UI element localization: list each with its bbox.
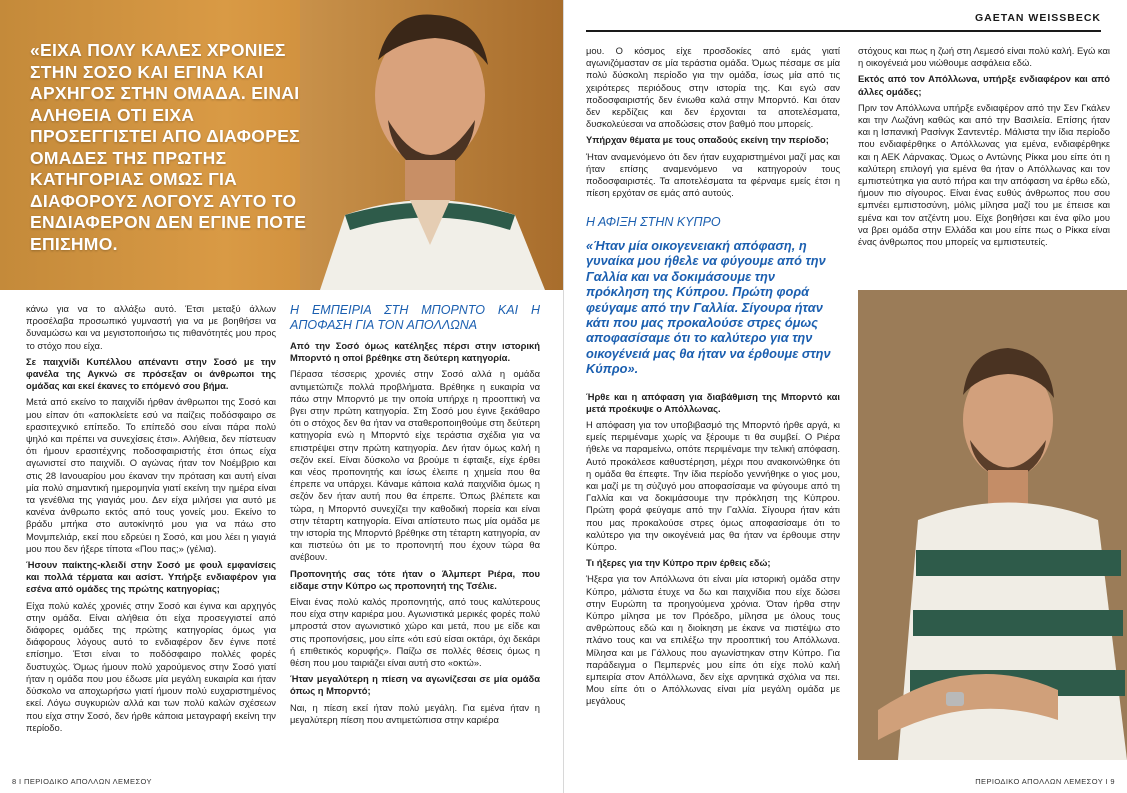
interview-question: Ήταν μεγαλύτερη η πίεση να αγωνίζεσαι σε μία ομάδα όπως η Μπορντό;: [290, 673, 540, 697]
article-column-4: [858, 45, 1110, 252]
header-rule: [586, 30, 1101, 32]
paragraph: Είναι ένας πολύ καλός προπονητής, από τους καλύτερους που είχα στην καριέρα μου. Αγωνιστικά μερικές φορές πολύ μπροστά στον αγωνιστικό χώρο και μετά, που με είδε και στις προπονήσεις, μου είπε «ότι εσύ είσαι οκτάρι, όχι δεκάρι ή επιθετικός κορυφής». Παίζω σε πολλές θέσεις όμως η θέση που μου ταιριάζει είναι αυτή στο «οκτώ».: [290, 596, 540, 669]
page-footer-right: ΠΕΡΙΟΔΙΚΟ ΑΠΟΛΛΩΝ ΛΕΜΕΣΟΥ I 9: [975, 777, 1115, 786]
paragraph: κάνω για να το αλλάξω αυτό. Έτσι μεταξύ άλλων προσέλαβα προσωπικό γυμναστή για να με βοηθήσει να δυναμώσω και να μεγιστοποιήσω τις πιθανότητές μου προς το στόχο που είχα.: [26, 303, 276, 351]
paragraph: Η απόφαση για τον υποβιβασμό της Μπορντό ήρθε αργά, κι εμείς περιμέναμε χωρίς να ξέρουμε τι θα συμβεί. Ο Ριέρα ήθελε να παραμείνω, οπότε περιμέναμε την τελική απόφαση. Αυτό προκάλεσε καθυστέρηση, μέχρι που ανακοινώθηκε ότι η ομάδα θα έπεφτε. Την ίδια περίοδο γεννήθηκε ο γιος μου, και μαζί με τη σύζυγό μου αποφασίσαμε να φύγουμε από τη Γαλλία και να δοκιμάσουμε την πρόκληση της Κύπρου. Πρώτη φορά φεύγαμε από την Γαλλία. Σίγουρα ήταν κάτι που μας προκαλούσε στρες όμως αποφασίσαμε ότι το καλύτερο για την οικογένειά μας θα ήταν να έρθουμε στην Κύπρο.: [586, 419, 840, 553]
paragraph: μου. Ο κόσμος είχε προσδοκίες από εμάς γιατί αγωνιζόμασταν σε μία τεράστια ομάδα. Όμως πέσαμε σε μία πολύ δύσκολη περίοδο για την ομάδα, ίσως μία από τις χειρότερες περιόδους στην ιστορία της. Και εγώ σαν ποδοσφαιριστής δεν ένιωθα καλά στην Μπορντό. Και όταν δεν κερδίζεις και δεν έρχονται τα αποτελέσματα, δυσκολεύεσαι να αποδώσεις στον βαθμό που μπορείς.: [586, 45, 840, 130]
article-column-2: [290, 303, 540, 730]
section-title: Η ΑΦΙΞΗ ΣΤΗΝ ΚΥΠΡΟ: [586, 215, 721, 230]
article-column-3: [586, 45, 840, 712]
paragraph: Είχα πολύ καλές χρονιές στην Σοσό και έγινα και αρχηγός στην ομάδα. Είναι αλήθεια ότι είχα προσεγγιστεί από διάφορες ομάδες της πρώτης κατηγορίας όμως για διάφορους λόγους αυτό το ενδιαφέρον δεν έγινε ποτέ επίσημο. Έτσι είναι το ποδόσφαιρο πολλές φορές δυστυχώς. Όμως ήμουν πολύ χαρούμενος στην Σοσό γιατί ήταν η ομάδα που μου έδωσε μία μεγάλη ευκαιρία και ήταν δύσκολο να αποχωρήσω γιατί ήμουν πολύ ευχαριστημένος εκεί. Λόγω συγκυριών αλλά και των πολύ καλών σχέσεων που είχα στην Σοσό, δεν ήρθε κάποια μεταγραφή εκείνη την περίοδο.: [26, 599, 276, 733]
page-header-name: GAETAN WEISSBECK: [974, 12, 1101, 24]
player-seated-illustration: [858, 290, 1127, 760]
paragraph: Ναι, η πίεση εκεί ήταν πολύ μεγάλη. Για εμένα ήταν η μεγαλύτερη πίεση που αντιμετώπισα στην καριέρα: [290, 701, 540, 725]
paragraph: Ήταν αναμενόμενο ότι δεν ήταν ευχαριστημένοι μαζί μας και ήταν επίσης αναμενόμενο να κατηγορούν τους ποδοσφαιριστές. Τα αποτελέσματα τα φέρναμε εμείς έτσι η πίεση ερχόταν σε εμάς από αυτούς.: [586, 150, 840, 199]
interview-question: Τι ήξερες για την Κύπρο πριν έρθεις εδώ;: [586, 557, 771, 569]
spread-fold: [563, 0, 564, 793]
interview-question: Ήρθε και η απόφαση για διαβάθμιση της Μπορντό και μετά προέκυψε ο Απόλλωνας.: [586, 390, 840, 414]
paragraph: Πέρασα τέσσερις χρονιές στην Σοσό αλλά η ομάδα αντιμετώπιζε πολλά προβλήματα. Βρέθηκε η ευκαιρία να πάω στην Μπορντό με την οποία υπήρχε η προοπτική να βγει στην πρώτη κατηγορία. Στη Σοσό μου έγινε ξεκάθαρο ότι ο στόχος δεν θα ήταν να σταθεροποιηθούμε στη δεύτερη κατηγορία ενώ η Μπορντό είχε τεράστια σχέδια για να επιστρέψει στην πρώτη κατηγορία. Δεν ήταν όμως καλή η σεζόν εκεί. Είναι δύσκολο να βρούμε τι έφταιξε, είχε έρθει και νέος προπονητής και ίσως έλειπε η χημεία που θα έπρεπε να υπάρχει. Κάναμε κάποια καλά παιχνίδια όμως η σεζόν δεν ήταν αυτή που θα έπρεπε. Όπως βλέπετε και τώρα, η Μπορντό συνεχίζει την καθοδική πορεία και είναι στην τέταρτη κατηγορία. Είναι απίστευτο πως μία ομάδα με την ιστορία της Μπορντό βρέθηκε στη τέταρτη κατηγορία, αν και πιστεύω ότι με το προπονητή που έχουν τώρα θα ανέβουν.: [290, 368, 540, 563]
interview-question: Εκτός από τον Απόλλωνα, υπήρξε ενδιαφέρον και από άλλες ομάδες;: [858, 73, 1110, 97]
article-column-1: [26, 303, 276, 738]
interview-question: Ήσουν παίκτης-κλειδί στην Σοσό με φουλ εμφανίσεις και πολλά τέρματα και ασίστ. Υπήρξε ενδιαφέρον για εσένα από ομάδες της πρώτης κατηγορίας;: [26, 559, 276, 595]
interview-question: Σε παιχνίδι Κυπέλλου απέναντι στην Σοσό με την φανέλα της Αγκνώ σε πρόσεξαν οι άνθρωποι της ομάδας και εκεί έκανες το επόμενό σου βήμα.: [26, 355, 276, 392]
paragraph: Μετά από εκείνο το παιχνίδι ήρθαν άνθρωποι της Σοσό και μου είπαν ότι «αποκλείετε εσύ να παίζεις ποδόσφαιρο σε ερασιτεχνικό επίπεδο. Το επίπεδό σου είναι πάρα πολύ ψηλό και πρέπει να συνεχίσεις έτσι». Αλήθεια, δεν πίστευαν ότι ήμουν ερασιτέχνης ποδοσφαιριστής έτσι όπως είχα αγωνιστεί στο παιχνίδι. Ο αγώνας ήταν τον Νοέμβριο και στις 28 Ιανουαρίου μου έκαναν την πρόταση και αυτή είναι μία πολύ σημαντική ημερομηνία γιατί εκείνη την ημέρα είναι τα γενέθλια της γιαγιάς μου. Δεν είχα μιλήσει για αυτό με κανένα άνθρωπο εκτός από τους γονείς μου. Εκείνο το βράδυ μπήκα στο αυτοκίνητό μου για να πάω στο Μονμπελιάρ, εκεί που εδρεύει η Σοσό, και μου λέει η γιαγιά μου που δεν ήξερε τίποτα «Που πας;» (γέλια).: [26, 396, 276, 554]
hero-banner: [0, 0, 563, 290]
paragraph: στόχους και πως η ζωή στη Λεμεσό είναι πολύ καλή. Εγώ και η οικογένειά μου νιώθουμε ασφάλεια εδώ.: [858, 45, 1110, 69]
interview-question: Από την Σοσό όμως κατέληξες πέρσι στην ιστορική Μπορντό η οποί βρέθηκε στη δεύτερη κατηγορία.: [290, 340, 540, 364]
section-title: Η ΕΜΠΕΙΡΙΑ ΣΤΗ ΜΠΟΡΝΤΟ ΚΑΙ Η ΑΠΟΦΑΣΗ ΓΙΑ ΤΟΝ ΑΠΟΛΛΩΝΑ: [290, 303, 540, 332]
paragraph: Ήξερα για τον Απόλλωνα ότι είναι μία ιστορική ομάδα στην Κύπρο, μάλιστα έτυχε να δω και παιχνίδια που είχε δώσει στην Ευρώπη τα προηγούμενα χρόνια. Όταν ήρθα στην Κύπρο μίλησα με τον Πρόεδρο, μίλησα με όλους τους ανθρώπους εδώ και η διοίκηση με έκανε να πιστέψω στο πλάνο τους και να επιλέξω την προοπτική του Απόλλωνα. Μίλησα και με Γάλλους που αγωνίστηκαν στην Κύπρο. Για παράδειγμα ο Πεμπερνές μου είπε ότι είχε πολύ καλή εμπειρία στον Απόλλωνα, δεν είχε αρνητικά σχόλια να πει. Μου είπε ότι ο Απόλλωνας είναι μία μεγάλη ομάδα με μεγάλους: [586, 573, 840, 707]
interview-question: Υπήρχαν θέματα με τους οπαδούς εκείνη την περίοδο;: [586, 134, 829, 146]
interview-question: Προπονητής σας τότε ήταν ο Άλμπερτ Ριέρα, που είδαμε στην Κύπρο ως προπονητή της Τσέλιε.: [290, 567, 540, 591]
player-seated-photo: [858, 290, 1127, 760]
page-footer-left: 8 I ΠΕΡΙΟΔΙΚΟ ΑΠΟΛΛΩΝ ΛΕΜΕΣΟΥ: [12, 777, 152, 786]
hero-pull-quote: «ΕΙΧΑ ΠΟΛΥ ΚΑΛΕΣ ΧΡΟΝΙΕΣ ΣΤΗΝ ΣΟΣΟ ΚΑΙ ΕΓΙΝΑ ΚΑΙ ΑΡΧΗΓΟΣ ΣΤΗΝ ΟΜΑΔΑ. ΕΙΝΑΙ ΑΛΗΘΕΙΑ ΟΤΙ ΕΙΧΑ ΠΡΟΣΕΓΓΙΣΤΕΙ ΑΠΟ ΔΙΑΦΟΡΕΣ ΟΜΑΔΕΣ ΤΗΣ ΠΡΩΤΗΣ ΚΑΤΗΓΟΡΙΑΣ ΟΜΩΣ ΓΙΑ ΔΙΑΦΟΡΟΥΣ ΛΟΓΟΥΣ ΑΥΤΟ ΤΟ ΕΝΔΙΑΦΕΡΟΝ ΔΕΝ ΕΓΙΝΕ ΠΟΤΕ ΕΠΙΣΗΜΟ.: [30, 40, 307, 254]
player-portrait-photo: [300, 0, 563, 290]
paragraph: Πριν τον Απόλλωνα υπήρξε ενδιαφέρον από την Σεν Γκάλεν και την Λωζάνη καθώς και από την Βασιλεία. Επίσης ήταν και η Ισπανική Ρασίνγκ Σαντεντέρ. Μάλιστα την ίδια περίοδο που ενδιαφέρθηκε ο Απόλλωνας για εμένα, ενδιαφέρθηκε και η ΑΕΚ Λάρνακας. Όμως ο Αντώνης Ρίκκα μου είπε ότι η καλύτερη επιλογή για εμένα θα ήταν ο Απόλλωνας και τον εμπιστεύτηκα για αυτό πήρα και την απόφαση να έρθω εδώ, ήμουν πιο σίγουρος. Είναι ένας ευθύς άνθρωπος που σου εμπνέει εμπιστοσύνη, μόλις μίλησα μαζί του με έπεισε και εμένα και τον ατζέντη μου. Είχε βοηθήσει και ένα φίλο μου να βρει ομάδα στην Ελλάδα και μου είπε πως ο Ρίκκα είναι ένας άνθρωπος που μπορείς να εμπιστευτείς.: [858, 101, 1110, 248]
pull-quote: «Ήταν μία οικογενειακή απόφαση, η γυναίκα μου ήθελε να φύγουμε από την Γαλλία και να δοκιμάσουμε την πρόκληση της Κύπρου. Πρώτη φορά φεύγαμε από την Γαλλία. Σίγουρα ήταν κάτι που μας προκαλούσε στρες όμως αποφασίσαμε ότι το καλύτερο για την οικογένειά μας θα ήταν να έρθουμε στην Κύπρο».: [586, 237, 831, 377]
